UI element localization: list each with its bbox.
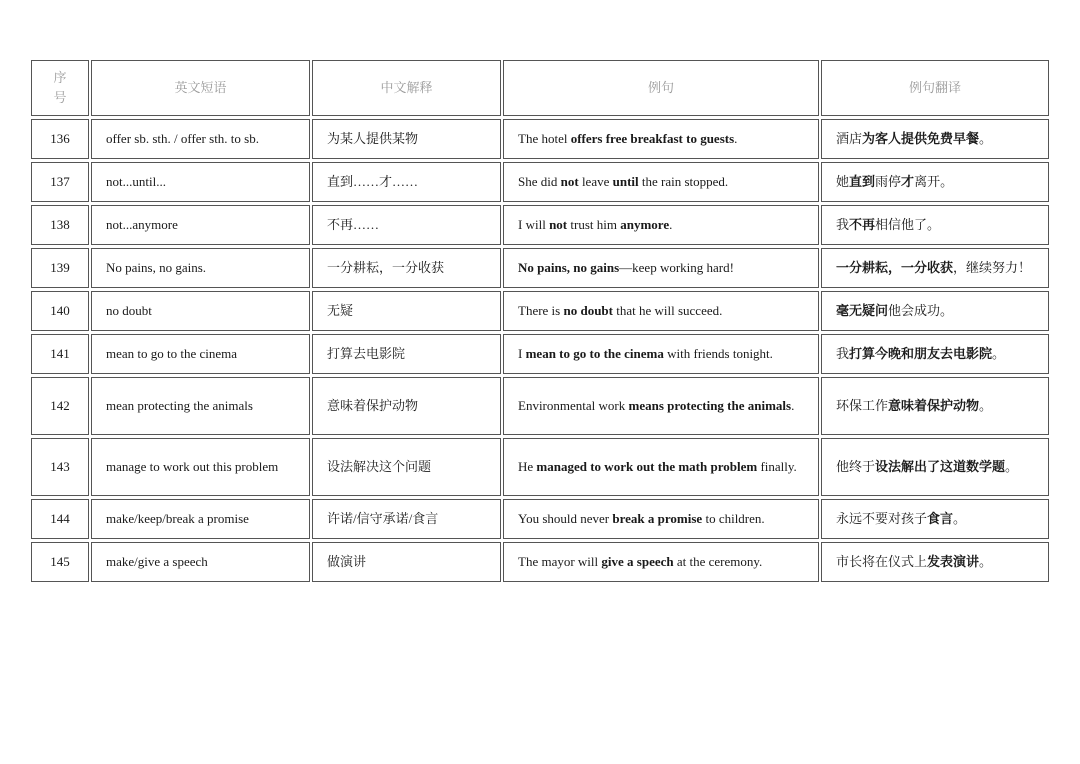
row-translation <box>821 542 1049 582</box>
row-meaning: 许诺/信守承诺/食言 <box>312 499 501 539</box>
row-example <box>503 334 819 374</box>
translation-segment: 。 <box>979 398 993 413</box>
row-meaning: 意味着保护动物 <box>312 377 501 435</box>
example-segment: . <box>669 217 673 232</box>
row-meaning: 做演讲 <box>312 542 501 582</box>
example-segment: mean to go to the cinema <box>525 346 664 361</box>
row-example <box>503 542 819 582</box>
header-meaning: 中文解释 <box>312 60 501 116</box>
row-phrase: mean protecting the animals <box>91 377 310 435</box>
row-phrase: make/give a speech <box>91 542 310 582</box>
table-body <box>31 119 1049 582</box>
example-segment: break a promise <box>612 511 703 526</box>
translation-segment: ，继续努力！ <box>953 260 1032 275</box>
row-phrase: offer sb. sth. / offer sth. to sb. <box>91 119 310 159</box>
translation-segment: 他会成功。 <box>888 303 954 318</box>
translation-segment: 毫无疑问 <box>836 303 889 318</box>
row-meaning: 打算去电影院 <box>312 334 501 374</box>
example-segment: No pains, no gains <box>518 260 620 275</box>
row-index: 140 <box>31 291 89 331</box>
example-segment: —keep working hard! <box>619 260 734 275</box>
example-segment: means protecting the animals <box>628 398 792 413</box>
header-phrase: 英文短语 <box>91 60 310 116</box>
row-meaning: 为某人提供某物 <box>312 119 501 159</box>
example-segment: managed to work out the math problem <box>536 459 758 474</box>
row-example <box>503 162 819 202</box>
translation-segment: 。 <box>1005 459 1019 474</box>
example-segment: I will <box>518 217 550 232</box>
translation-segment: 市长将在仪式上 <box>836 554 928 569</box>
table-row <box>31 499 1049 539</box>
translation-segment: 食言 <box>927 511 954 526</box>
row-example <box>503 438 819 496</box>
row-translation <box>821 377 1049 435</box>
translation-segment: 设法解出了这道数学题 <box>875 459 1006 474</box>
row-translation <box>821 162 1049 202</box>
row-index: 136 <box>31 119 89 159</box>
example-segment: no doubt <box>563 303 613 318</box>
translation-segment: 酒店 <box>836 131 863 146</box>
row-phrase: make/keep/break a promise <box>91 499 310 539</box>
translation-segment: 离开。 <box>914 174 954 189</box>
row-index: 138 <box>31 205 89 245</box>
table-row <box>31 162 1049 202</box>
example-segment: until <box>612 174 639 189</box>
translation-segment: 意味着保护动物 <box>888 398 980 413</box>
row-example <box>503 499 819 539</box>
row-example <box>503 205 819 245</box>
row-translation <box>821 119 1049 159</box>
example-segment: anymore <box>620 217 670 232</box>
row-example <box>503 248 819 288</box>
table-row <box>31 438 1049 496</box>
table-row <box>31 334 1049 374</box>
table-row <box>31 119 1049 159</box>
row-index: 144 <box>31 499 89 539</box>
row-index: 142 <box>31 377 89 435</box>
example-segment: give a speech <box>601 554 674 569</box>
table-row <box>31 291 1049 331</box>
translation-segment: 永远不要对孩子 <box>836 511 928 526</box>
example-segment: The mayor will <box>518 554 602 569</box>
example-segment: The hotel <box>518 131 571 146</box>
translation-segment: 环保工作 <box>836 398 889 413</box>
row-example <box>503 377 819 435</box>
example-segment: Environmental work <box>518 398 629 413</box>
example-segment: finally. <box>757 459 797 474</box>
translation-segment: 不再 <box>849 217 876 232</box>
row-translation <box>821 291 1049 331</box>
example-segment: at the ceremony. <box>673 554 763 569</box>
vocabulary-table <box>29 57 1051 585</box>
row-meaning: 一分耕耘，一分收获 <box>312 248 501 288</box>
row-phrase: no doubt <box>91 291 310 331</box>
row-index: 143 <box>31 438 89 496</box>
example-segment: not <box>549 217 568 232</box>
row-translation <box>821 438 1049 496</box>
translation-segment: 。 <box>992 346 1006 361</box>
row-translation <box>821 248 1049 288</box>
header-index: 序 号 <box>31 60 89 116</box>
translation-segment: 一分耕耘，一分收获 <box>836 260 954 275</box>
row-phrase: No pains, no gains. <box>91 248 310 288</box>
example-segment: with friends tonight. <box>663 346 773 361</box>
example-segment: I <box>518 346 526 361</box>
row-example <box>503 291 819 331</box>
translation-segment: 打算今晚和朋友去电影院 <box>849 346 993 361</box>
translation-segment: 才 <box>901 174 915 189</box>
row-translation <box>821 334 1049 374</box>
table-row <box>31 248 1049 288</box>
translation-segment: 发表演讲 <box>927 554 980 569</box>
example-segment: There is <box>518 303 564 318</box>
example-segment: offers free breakfast to guests <box>570 131 735 146</box>
example-segment: not <box>560 174 579 189</box>
example-segment: She did <box>518 174 561 189</box>
translation-segment: 雨停 <box>875 174 902 189</box>
row-index: 137 <box>31 162 89 202</box>
translation-segment: 。 <box>979 554 993 569</box>
translation-segment: 为客人提供免费早餐 <box>862 131 980 146</box>
row-translation <box>821 205 1049 245</box>
example-segment: trust him <box>567 217 621 232</box>
row-meaning: 直到……才…… <box>312 162 501 202</box>
row-meaning: 不再…… <box>312 205 501 245</box>
table-row <box>31 542 1049 582</box>
table-header-row <box>31 60 1049 116</box>
header-translation: 例句翻译 <box>821 60 1049 116</box>
row-phrase: mean to go to the cinema <box>91 334 310 374</box>
example-segment: that he will succeed. <box>612 303 723 318</box>
example-segment: to children. <box>702 511 765 526</box>
row-phrase: not...anymore <box>91 205 310 245</box>
row-translation <box>821 499 1049 539</box>
row-meaning: 无疑 <box>312 291 501 331</box>
table-row <box>31 205 1049 245</box>
row-index: 139 <box>31 248 89 288</box>
translation-segment: 他终于 <box>836 459 876 474</box>
example-segment: the rain stopped. <box>638 174 729 189</box>
example-segment: leave <box>578 174 613 189</box>
translation-segment: 我 <box>836 217 850 232</box>
row-index: 141 <box>31 334 89 374</box>
row-meaning: 设法解决这个问题 <box>312 438 501 496</box>
table-row <box>31 377 1049 435</box>
translation-segment: 相信他了。 <box>875 217 941 232</box>
translation-segment: 。 <box>979 131 993 146</box>
row-phrase: manage to work out this problem <box>91 438 310 496</box>
example-segment: . <box>791 398 795 413</box>
translation-segment: 我 <box>836 346 850 361</box>
translation-segment: 。 <box>953 511 967 526</box>
row-index: 145 <box>31 542 89 582</box>
row-phrase: not...until... <box>91 162 310 202</box>
example-segment: . <box>734 131 738 146</box>
header-example: 例句 <box>503 60 819 116</box>
example-segment: You should never <box>518 511 613 526</box>
example-segment: He <box>518 459 537 474</box>
translation-segment: 直到 <box>849 174 876 189</box>
translation-segment: 她 <box>836 174 850 189</box>
row-example <box>503 119 819 159</box>
